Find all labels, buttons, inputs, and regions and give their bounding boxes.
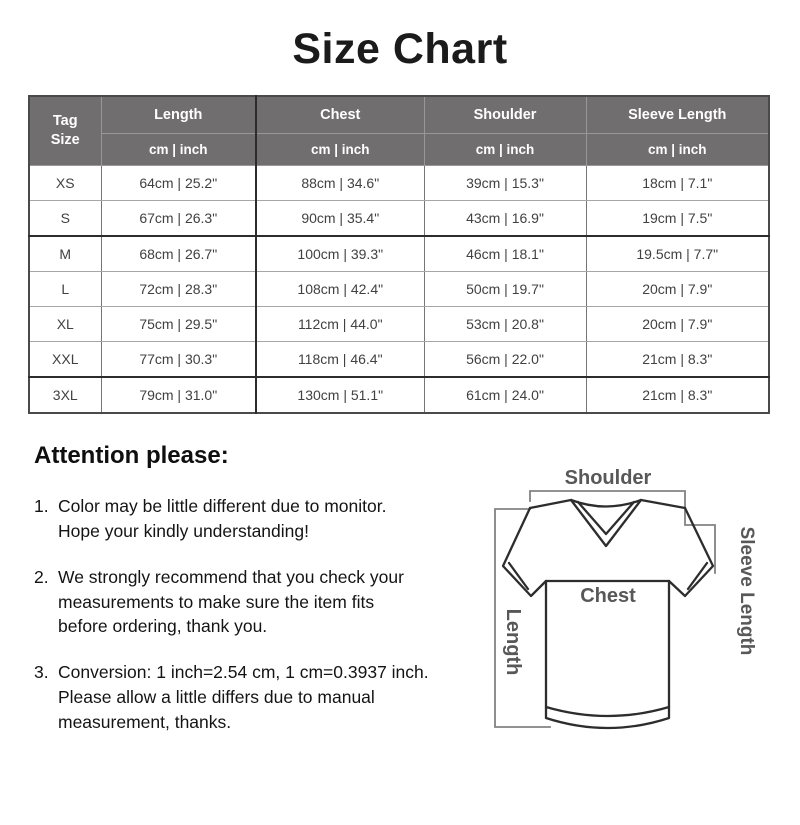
item-text — [58, 494, 386, 544]
sleeve-cell: 21cm | 8.3" — [586, 377, 769, 413]
table-row-xs — [29, 166, 769, 201]
item-line: We strongly recommend that you check your — [58, 566, 404, 587]
size-cell: S — [29, 201, 101, 237]
item-line: Please allow a little differs due to manual — [58, 687, 375, 708]
length-cell: 72cm | 28.3" — [101, 272, 256, 307]
table-row-s — [29, 201, 769, 237]
chest-cell: 112cm | 44.0" — [256, 307, 424, 342]
table-row-3xl — [29, 377, 769, 413]
tshirt-measurement-diagram — [458, 446, 798, 791]
col-header-chest: Chest — [256, 96, 424, 134]
chest-cell: 90cm | 35.4" — [256, 201, 424, 237]
diagram-label-length: Length — [502, 608, 524, 676]
item-line: Color may be little different due to monitor. — [58, 496, 387, 516]
tag-header-line1: Tag — [52, 113, 78, 130]
unit-header-chest: cm | inch — [256, 134, 424, 166]
shoulder-cell: 46cm | 18.1" — [424, 236, 586, 272]
sleeve-cell: 21cm | 8.3" — [586, 342, 769, 378]
item-text — [58, 660, 429, 735]
measurement-brackets — [495, 491, 715, 727]
item-number: 1. — [34, 496, 49, 516]
item-line: Conversion: 1 inch=2.54 cm, 1 cm=0.3937 inch. — [58, 662, 429, 683]
diagram-label-chest: Chest — [580, 585, 636, 607]
attention-item-2 — [34, 565, 454, 640]
sleeve-cell: 20cm | 7.9" — [586, 272, 769, 307]
size-cell: 3XL — [29, 377, 101, 413]
chest-cell: 130cm | 51.1" — [256, 377, 424, 413]
attention-item-3 — [34, 660, 454, 735]
bottom-section — [34, 440, 800, 791]
shoulder-cell: 43cm | 16.9" — [424, 201, 586, 237]
chest-cell: 118cm | 46.4" — [256, 342, 424, 378]
shoulder-cell: 56cm | 22.0" — [424, 342, 586, 378]
unit-header-shoulder: cm | inch — [424, 134, 586, 166]
page-title: Size Chart — [292, 25, 508, 73]
size-chart-table — [28, 95, 770, 414]
length-cell: 79cm | 31.0" — [101, 377, 256, 413]
sleeve-cell: 19cm | 7.5" — [586, 201, 769, 237]
size-cell: L — [29, 272, 101, 307]
item-line: measurements to make sure the item fits — [58, 591, 375, 612]
size-cell: XS — [29, 166, 101, 201]
unit-header-sleeve-length: cm | inch — [586, 134, 769, 166]
attention-heading: Attention please: — [34, 442, 229, 469]
chest-cell: 100cm | 39.3" — [256, 236, 424, 272]
table-row-xl — [29, 307, 769, 342]
item-number: 3. — [34, 662, 49, 683]
table-row-l — [29, 272, 769, 307]
col-header-shoulder: Shoulder — [424, 96, 586, 134]
header-row-units — [29, 134, 769, 166]
diagram-label-shoulder: Shoulder — [564, 467, 652, 489]
chest-cell: 88cm | 34.6" — [256, 166, 424, 201]
length-cell: 67cm | 26.3" — [101, 201, 256, 237]
table-row-xxl — [29, 342, 769, 378]
tag-size-header — [29, 96, 101, 166]
chest-cell: 108cm | 42.4" — [256, 272, 424, 307]
header-row-columns — [29, 96, 769, 134]
tshirt-outline — [503, 500, 713, 728]
item-line: measurement, thanks. — [58, 711, 232, 732]
item-number: 2. — [34, 566, 49, 587]
size-cell: XXL — [29, 342, 101, 378]
sleeve-cell: 19.5cm | 7.7" — [586, 236, 769, 272]
col-header-length: Length — [101, 96, 256, 134]
diagram-label-sleeve-length: Sleeve Length — [736, 526, 757, 656]
tag-header-line2: Size — [50, 132, 80, 148]
shoulder-cell: 61cm | 24.0" — [424, 377, 586, 413]
length-cell: 68cm | 26.7" — [101, 236, 256, 272]
shoulder-cell: 39cm | 15.3" — [424, 166, 586, 201]
length-cell: 64cm | 25.2" — [101, 166, 256, 201]
length-cell: 77cm | 30.3" — [101, 342, 256, 378]
size-cell: M — [29, 236, 101, 272]
size-cell: XL — [29, 307, 101, 342]
shoulder-cell: 50cm | 19.7" — [424, 272, 586, 307]
item-line: before ordering, thank you. — [58, 616, 268, 637]
item-text — [58, 565, 404, 640]
attention-section — [34, 440, 454, 791]
unit-header-length: cm | inch — [101, 134, 256, 166]
sleeve-cell: 20cm | 7.9" — [586, 307, 769, 342]
col-header-sleeve-length: Sleeve Length — [586, 96, 769, 134]
table-row-m — [29, 236, 769, 272]
length-cell: 75cm | 29.5" — [101, 307, 256, 342]
attention-item-1 — [34, 494, 454, 544]
item-line: Hope your kindly understanding! — [58, 520, 309, 541]
sleeve-cell: 18cm | 7.1" — [586, 166, 769, 201]
shoulder-cell: 53cm | 20.8" — [424, 307, 586, 342]
